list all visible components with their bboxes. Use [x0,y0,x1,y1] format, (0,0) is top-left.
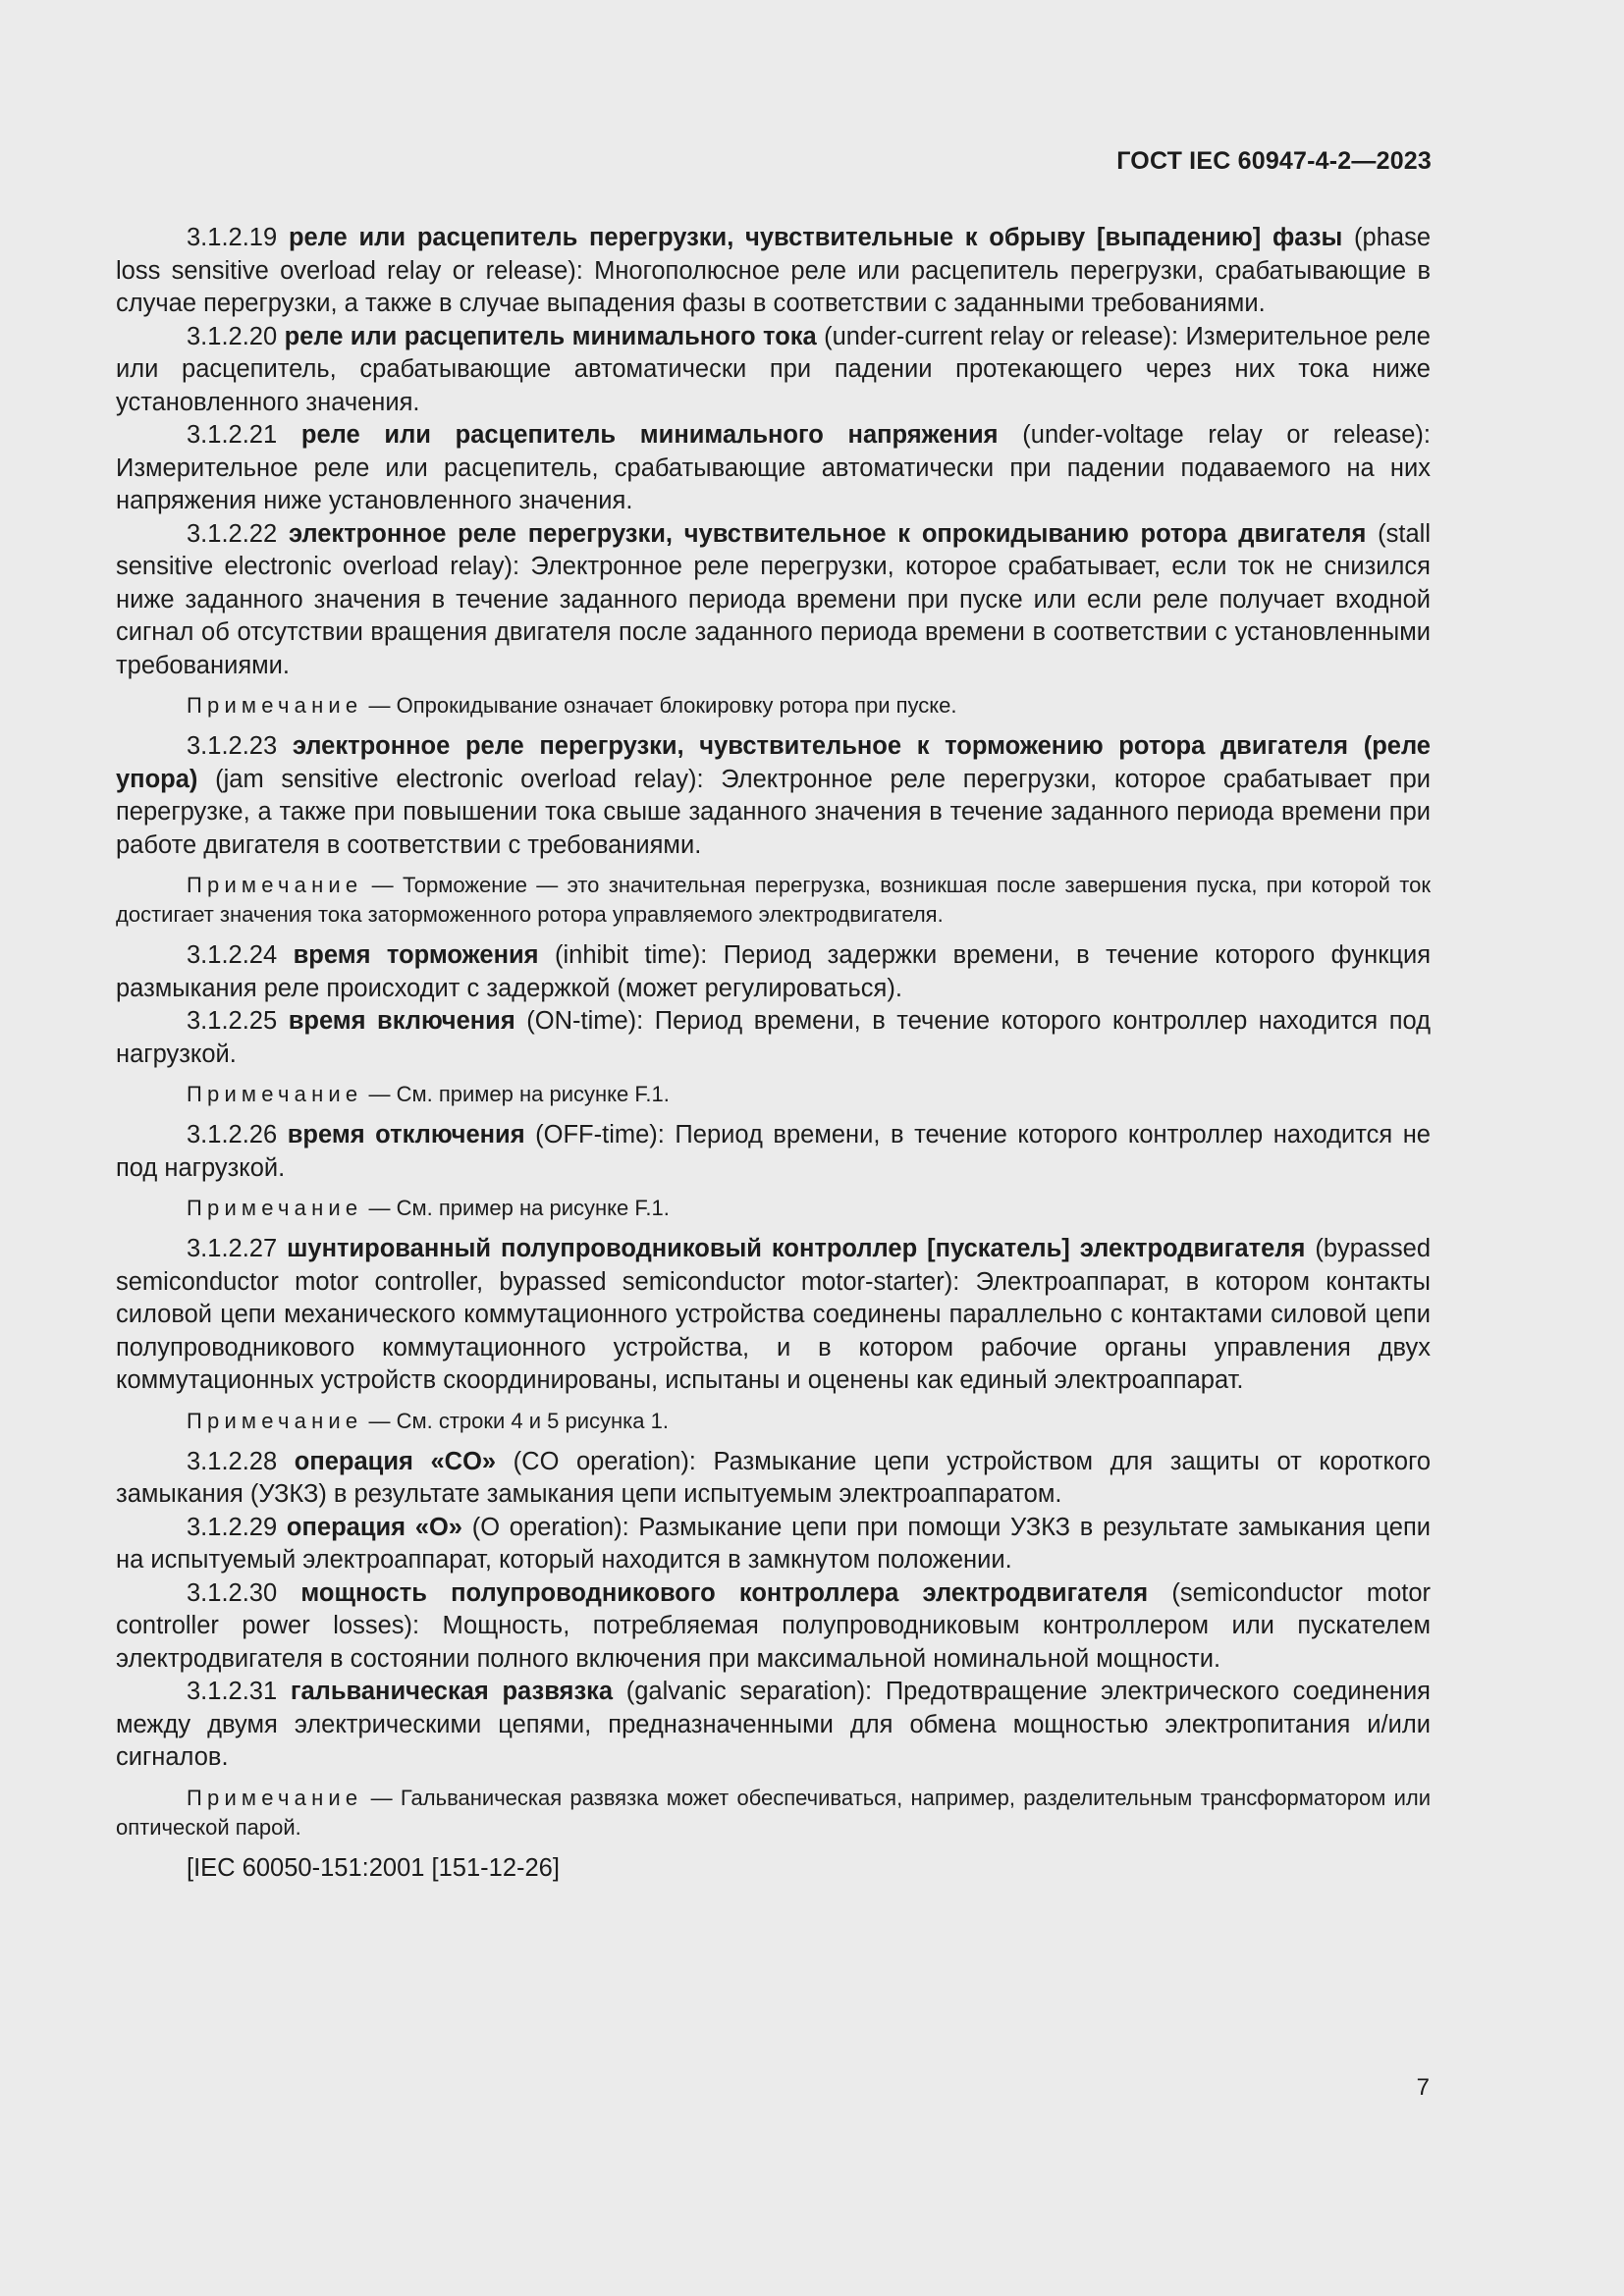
term-number: 3.1.2.27 [187,1235,288,1262]
term-3-1-2-19 [116,222,1431,321]
term-title: реле или расцепитель минимального тока [284,322,817,350]
note-3-1-2-27 [116,1407,1431,1436]
term-definition: (inhibit time): Период задержки времени, в течение которого функция размыкания реле происходит с задержкой (может регулироваться). [116,941,1432,1002]
term-number: 3.1.2.25 [187,1007,289,1035]
term-title: реле или расцепитель перегрузки, чувствительные к обрыву [выпадению] фазы [288,224,1343,251]
term-3-1-2-26 [116,1119,1431,1185]
term-title: электронное реле перегрузки, чувствительное к торможению ротора двигателя (реле упора) [116,732,1431,793]
term-number: 3.1.2.23 [187,732,293,760]
term-definition: (under-current relay or release): Измерительное реле или расцепитель, срабатывающие автоматически при падении протекающего через них тока ниже установленного значения. [116,322,1431,416]
term-3-1-2-20 [116,321,1431,420]
term-3-1-2-31 [116,1676,1431,1775]
term-title: мощность полупроводникового контроллера электродвигателя [300,1578,1149,1607]
note-3-1-2-22 [116,691,1431,721]
note-text: Гальваническая развязка может обеспечиваться, например, разделительным трансформатором или оптической парой. [116,1785,1431,1840]
note-text: Опрокидывание означает блокировку ротора при пуске. [396,693,957,718]
note-3-1-2-26 [116,1194,1431,1223]
term-3-1-2-22 [116,518,1431,683]
term-number: 3.1.2.19 [187,224,289,251]
term-3-1-2-30 [116,1577,1431,1677]
term-number: 3.1.2.29 [187,1513,287,1541]
document-header: ГОСТ IEC 60947-4-2—2023 [1116,147,1432,175]
term-number: 3.1.2.26 [187,1121,288,1148]
term-definition: (ON-time): Период времени, в течение которого контроллер находится под нагрузкой. [116,1007,1432,1068]
term-number: 3.1.2.22 [187,519,289,548]
note-label: Примечание [187,1785,363,1810]
term-number: 3.1.2.20 [187,322,285,350]
note-text: См. пример на рисунке F.1. [396,1196,670,1220]
term-3-1-2-29 [116,1512,1431,1577]
term-number: 3.1.2.21 [187,421,301,449]
term-definition: (CO operation): Размыкание цепи устройством для защиты от короткого замыкания (УЗКЗ) в результате замыкания цепи испытуемым электроаппаратом. [116,1447,1432,1508]
term-title: операция «CO» [294,1447,497,1475]
term-definition: (phase loss sensitive overload relay or release): Многополюсное реле или расцепитель перегрузки, срабатывающие в случае перегрузки, а также в случае выпадения фазы в соответствии с заданными требованиями. [116,224,1432,317]
term-definition: (jam sensitive electronic overload relay): Электронное реле перегрузки, которое срабатывает при перегрузке, а также при повышении тока свыше заданного значения в течение заданного периода времени при работе двигателя в соответствии с требованиями. [116,765,1431,859]
term-number: 3.1.2.31 [187,1678,291,1705]
term-title: шунтированный полупроводниковый контроллер [пускатель] электродвигателя [287,1235,1306,1262]
note-label: Примечание [187,1196,363,1220]
term-title: время отключения [287,1121,525,1148]
term-3-1-2-28 [116,1446,1431,1512]
term-3-1-2-24 [116,939,1431,1005]
term-definition: (bypassed semiconductor motor controller, bypassed semiconductor motor-starter): Электроаппарат, в котором контакты силовой цепи механического коммутационного устройства соединены параллельно с контактами силовой цепи полупроводникового коммутационного устройства, и в котором рабочие органы управления двух коммутационных устройств скоординированы, испытаны и оценены как единый электроаппарат. [116,1235,1431,1394]
term-title: время включения [288,1007,515,1035]
note-dash: — [362,1196,397,1220]
term-definition: (under-voltage relay or release): Измерительное реле или расцепитель, срабатывающие автоматически при падении подаваемого на них напряжения ниже установленного значения. [116,421,1432,514]
term-title: реле или расцепитель минимального напряжения [300,421,999,449]
note-dash: — [362,873,404,897]
term-3-1-2-27 [116,1233,1431,1398]
term-definition: (O operation): Размыкание цепи при помощи УЗКЗ в результате замыкания цепи на испытуемый электроаппарат, который находится в замкнутом положении. [116,1513,1432,1574]
term-number: 3.1.2.28 [187,1447,295,1475]
note-text: См. строки 4 и 5 рисунка 1. [396,1408,669,1433]
term-title: гальваническая развязка [290,1678,614,1705]
note-3-1-2-23 [116,871,1431,930]
note-text: Торможение — это значительная перегрузка, возникшая после завершения пуска, при которой ток достигает значения тока заторможенного ротора управляемого электродвигателя. [116,873,1431,927]
document-body [116,222,1431,1885]
term-definition: (galvanic separation): Предотвращение электрического соединения между двумя электрическими цепями, предназначенными для обмена мощностью электропитания и/или сигналов. [116,1678,1431,1771]
term-number: 3.1.2.30 [187,1578,301,1607]
term-title: время торможения [293,941,539,969]
note-dash: — [362,1082,397,1106]
note-label: Примечание [187,1082,363,1106]
note-dash: — [362,1408,397,1433]
term-number: 3.1.2.24 [187,941,294,969]
page-number: 7 [1416,2074,1430,2101]
term-3-1-2-25 [116,1005,1431,1071]
source-reference: [IEC 60050-151:2001 [151-12-26] [187,1853,560,1882]
note-label: Примечание [187,873,363,897]
note-dash: — [362,1785,401,1810]
term-definition: (stall sensitive electronic overload relay): Электронное реле перегрузки, которое срабатывает, если ток не снизился ниже заданного значения в течение заданного периода времени при пуске или если реле получает входной сигнал об отсутствии вращения двигателя после заданного периода времени в соответствии с установленными требованиями. [116,519,1431,679]
term-definition: (OFF-time): Период времени, в течение которого контроллер находится не под нагрузкой. [116,1121,1431,1182]
term-title: электронное реле перегрузки, чувствительное к опрокидыванию ротора двигателя [288,519,1367,548]
term-3-1-2-23 [116,730,1431,862]
note-dash: — [362,693,397,718]
term-definition: (semiconductor motor controller power losses): Мощность, потребляемая полупроводниковым контроллером или пускателем электродвигателя в состоянии полного включения при максимальной номинальной мощности. [116,1578,1432,1673]
note-text: См. пример на рисунке F.1. [396,1082,670,1106]
note-3-1-2-31 [116,1784,1431,1842]
term-3-1-2-21 [116,419,1431,518]
note-3-1-2-25 [116,1080,1431,1109]
term-title: операция «O» [286,1513,462,1541]
note-label: Примечание [187,693,363,718]
note-label: Примечание [187,1408,363,1433]
